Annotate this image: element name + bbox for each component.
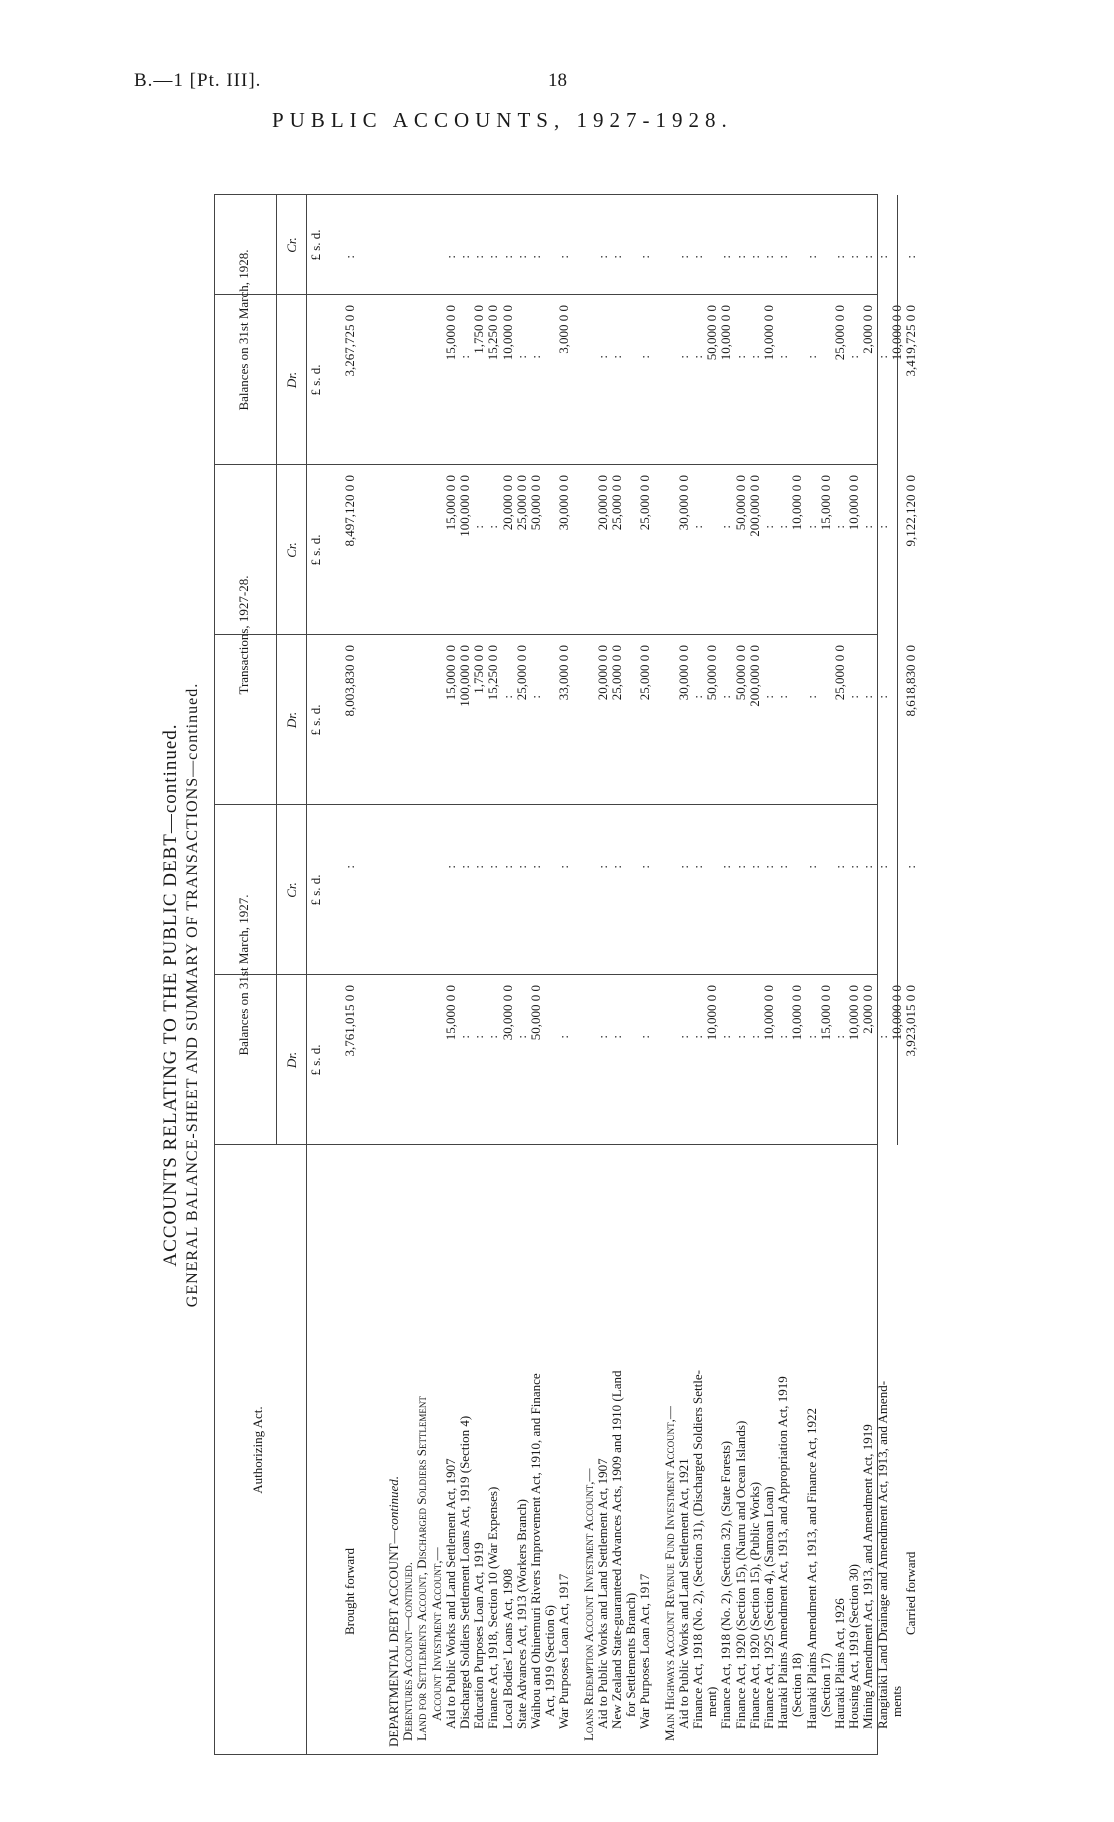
header-money-units: £ s. d. [308, 364, 323, 396]
amount-tdr: 15,000 0 0 [442, 645, 458, 701]
blank-dots: : [874, 355, 890, 359]
blank-dots: : [832, 255, 847, 259]
header-money-units: £ s. d. [308, 874, 323, 906]
blank-dots: : [594, 355, 610, 359]
amount-b27dr: 10,000 0 0 [888, 985, 904, 1041]
blank-dots: : [457, 865, 472, 869]
blank-dots: : [860, 525, 876, 529]
row-label: Aid to Public Works and Land Settlement Act, 1907 [442, 1458, 458, 1729]
blank-dots: : [732, 355, 748, 359]
amount-tcr: 100,000 0 0 [457, 475, 472, 537]
header-money-units: £ s. d. [308, 1044, 323, 1076]
blank-dots: : [513, 355, 529, 359]
row-label: Education Purposes Loan Act, 1919 [471, 1542, 487, 1729]
row-label: Discharged Soldiers Settlement Loans Act, 1919 (Section 4) [457, 1415, 472, 1729]
amount-tdr: 20,000 0 0 [594, 645, 610, 701]
amount-tdr: 8,618,830 0 0 [903, 645, 918, 717]
amount-tdr: 25,000 0 0 [832, 645, 847, 701]
blank-dots: : [775, 695, 791, 699]
table-top-rule [214, 195, 215, 1755]
blank-dots: : [718, 695, 734, 699]
row-label: ment) [704, 1686, 720, 1717]
row-label: (Section 18) [789, 1653, 805, 1717]
amount-b28dr: 3,267,725 0 0 [342, 305, 357, 377]
page-title: PUBLIC ACCOUNTS, 1927-1928. [272, 108, 733, 132]
header-balances-1927: Balances on 31st March, 1927. [236, 894, 251, 1056]
amount-tdr: 200,000 0 0 [746, 645, 762, 707]
blank-dots: : [690, 525, 705, 529]
sheet-subtitle: GENERAL BALANCE-SHEET AND SUMMARY OF TRANSACTIONS—continued. [184, 682, 201, 1308]
blank-dots: : [846, 695, 862, 699]
blank-dots: : [718, 255, 734, 259]
header-dr: Dr. [284, 1051, 299, 1069]
amount-tcr: 10,000 0 0 [846, 475, 862, 531]
blank-dots: : [903, 865, 918, 869]
blank-dots: : [471, 865, 487, 869]
row-label: Main Highways Account Revenue Fund Investment Account,— [661, 1406, 677, 1741]
blank-dots: : [528, 255, 543, 259]
amount-tdr: 1,750 0 0 [471, 645, 487, 694]
row-label: Finance Act, 1920 (Section 15), (Public Works) [746, 1481, 762, 1729]
amount-tcr: 200,000 0 0 [746, 475, 762, 537]
amount-tdr: 8,003,830 0 0 [342, 645, 357, 717]
amount-tcr: 15,000 0 0 [817, 475, 833, 531]
blank-dots: : [846, 865, 862, 869]
blank-dots: : [746, 355, 762, 359]
amount-b28dr: 10,000 0 0 [499, 305, 515, 361]
blank-dots: : [832, 865, 847, 869]
amount-b28dr: 50,000 0 0 [704, 305, 720, 361]
blank-dots: : [690, 355, 705, 359]
row-label: Account Investment Account,— [428, 1547, 444, 1721]
blank-dots: : [457, 355, 472, 359]
page-reference: B.—1 [Pt. III]. [134, 70, 262, 91]
blank-dots: : [485, 255, 501, 259]
blank-dots: : [637, 1035, 653, 1039]
amount-b27dr: 50,000 0 0 [528, 985, 543, 1041]
blank-dots: : [775, 1035, 791, 1039]
blank-dots: : [471, 525, 487, 529]
row-label: Debentures Account—continued. [400, 1561, 416, 1741]
blank-dots: : [609, 355, 624, 359]
row-label: Hauraki Plains Amendment Act, 1913, and Finance Act, 1922 [803, 1408, 819, 1729]
blank-dots: : [761, 255, 776, 259]
blank-dots: : [775, 525, 791, 529]
header-balances-1928: Balances on 31st March, 1928. [236, 249, 251, 411]
amount-b28dr: 3,000 0 0 [556, 305, 572, 354]
amount-tdr: 25,000 0 0 [637, 645, 653, 701]
blank-dots: : [594, 865, 610, 869]
blank-dots: : [732, 865, 748, 869]
blank-dots: : [556, 255, 572, 259]
blank-dots: : [528, 695, 543, 699]
blank-dots: : [556, 865, 572, 869]
blank-dots: : [499, 255, 515, 259]
amount-tdr: 33,000 0 0 [556, 645, 572, 701]
header-money-units: £ s. d. [308, 704, 323, 736]
rotated-balance-sheet [160, 175, 918, 1815]
blank-dots: : [457, 1035, 472, 1039]
row-label: Aid to Public Works and Land Settlement Act, 1921 [675, 1458, 691, 1729]
row-label: Hauraki Plains Amendment Act, 1913, and Appropriation Act, 1919 [775, 1376, 791, 1729]
amount-b27dr: 15,000 0 0 [442, 985, 458, 1041]
amount-b28dr: 15,250 0 0 [485, 305, 501, 361]
sheet-title: ACCOUNTS RELATING TO THE PUBLIC DEBT—continued. [160, 723, 181, 1267]
blank-dots: : [675, 355, 691, 359]
blank-dots: : [609, 1035, 624, 1039]
blank-dots: : [903, 255, 918, 259]
blank-dots: : [732, 1035, 748, 1039]
blank-dots: : [761, 865, 776, 869]
blank-dots: : [499, 865, 515, 869]
blank-dots: : [499, 695, 515, 699]
amount-tdr: 15,250 0 0 [485, 645, 501, 701]
amount-b27dr: 10,000 0 0 [789, 985, 805, 1041]
row-label: DEPARTMENTAL DEBT ACCOUNT—continued. [386, 1475, 401, 1747]
amount-b28dr: 2,000 0 0 [860, 305, 876, 354]
amount-b28dr: 3,419,725 0 0 [903, 305, 918, 377]
blank-dots: : [746, 255, 762, 259]
blank-dots: : [528, 355, 543, 359]
row-label: (Section 17) [817, 1653, 833, 1717]
amount-tdr: 100,000 0 0 [457, 645, 472, 707]
header-dr: Dr. [284, 371, 299, 389]
amount-tcr: 30,000 0 0 [556, 475, 572, 531]
row-label: Rangitaiki Land Drainage and Amendment Act, 1913, and Amend- [874, 1380, 890, 1729]
blank-dots: : [457, 255, 472, 259]
row-label: Finance Act, 1918 (No. 2), (Section 32), (State Forests) [718, 1440, 734, 1729]
blank-dots: : [513, 1035, 529, 1039]
row-label: New Zealand State-guaranteed Advances Acts, 1909 and 1910 (Land [609, 1370, 624, 1729]
blank-dots: : [342, 255, 357, 259]
blank-dots: : [594, 255, 610, 259]
blank-dots: : [761, 695, 776, 699]
row-label: ments [888, 1685, 904, 1717]
blank-dots: : [718, 1035, 734, 1039]
blank-dots: : [775, 255, 791, 259]
blank-dots: : [637, 255, 653, 259]
blank-dots: : [874, 525, 890, 529]
blank-dots: : [513, 255, 529, 259]
row-label: War Purposes Loan Act, 1917 [556, 1573, 572, 1729]
blank-dots: : [775, 355, 791, 359]
blank-dots: : [732, 255, 748, 259]
amount-tdr: 25,000 0 0 [513, 645, 529, 701]
header-dr: Dr. [284, 711, 299, 729]
blank-dots: : [874, 255, 890, 259]
blank-dots: : [803, 255, 819, 259]
amount-tcr: 15,000 0 0 [442, 475, 458, 531]
blank-dots: : [860, 865, 876, 869]
amount-b28dr: 15,000 0 0 [442, 305, 458, 361]
amount-b28dr: 1,750 0 0 [471, 305, 487, 354]
balance-table [214, 195, 918, 1755]
amount-tdr: 25,000 0 0 [609, 645, 624, 701]
header-cr: Cr. [284, 882, 299, 898]
amount-b27dr: 10,000 0 0 [846, 985, 862, 1041]
blank-dots: : [775, 865, 791, 869]
blank-dots: : [675, 1035, 691, 1039]
amount-tcr: 10,000 0 0 [789, 475, 805, 531]
row-label: Finance Act, 1920 (Section 15), (Nauru and Ocean Islands) [732, 1420, 748, 1729]
amount-tcr: 30,000 0 0 [675, 475, 691, 531]
blank-dots: : [609, 865, 624, 869]
blank-dots: : [690, 255, 705, 259]
blank-dots: : [342, 865, 357, 869]
blank-dots: : [556, 1035, 572, 1039]
blank-dots: : [874, 1035, 890, 1039]
amount-tcr: 25,000 0 0 [513, 475, 529, 531]
row-label: Act, 1919 (Section 6) [542, 1605, 558, 1717]
blank-dots: : [637, 865, 653, 869]
blank-dots: : [874, 865, 890, 869]
blank-dots: : [690, 695, 705, 699]
blank-dots: : [874, 695, 890, 699]
blank-dots: : [442, 255, 458, 259]
blank-dots: : [860, 255, 876, 259]
column-rule-0 [214, 1754, 878, 1755]
amount-b27dr: 15,000 0 0 [817, 985, 833, 1041]
blank-dots: : [718, 865, 734, 869]
row-label: Hauraki Plains Act, 1926 [832, 1598, 847, 1729]
amount-b28dr: 10,000 0 0 [761, 305, 776, 361]
blank-dots: : [803, 695, 819, 699]
header-money-units: £ s. d. [308, 229, 323, 261]
blank-dots: : [442, 865, 458, 869]
page-number: 18 [548, 70, 567, 91]
row-label: Brought forward [342, 1547, 357, 1635]
total-rule [897, 195, 898, 1145]
amount-b27dr: 30,000 0 0 [499, 985, 515, 1041]
amount-tcr: 50,000 0 0 [732, 475, 748, 531]
amount-tcr: 25,000 0 0 [637, 475, 653, 531]
header-cr: Cr. [284, 542, 299, 558]
row-label: Finance Act, 1918 (No. 2), (Section 31), (Discharged Soldiers Settle- [690, 1370, 705, 1729]
row-label: Land for Settlements Account, Discharged Soldiers Settlement [414, 1396, 430, 1741]
amount-tdr: 50,000 0 0 [732, 645, 748, 701]
blank-dots: : [803, 525, 819, 529]
header-rule-2 [306, 195, 307, 1755]
blank-dots: : [860, 695, 876, 699]
row-label: State Advances Act, 1913 (Workers Branch) [513, 1498, 529, 1729]
blank-dots: : [746, 1035, 762, 1039]
amount-tcr: 50,000 0 0 [528, 475, 543, 531]
blank-dots: : [746, 865, 762, 869]
blank-dots: : [803, 865, 819, 869]
amount-b27dr: 10,000 0 0 [704, 985, 720, 1041]
amount-b28dr: 10,000 0 0 [718, 305, 734, 361]
row-label: Aid to Public Works and Land Settlement Act, 1907 [594, 1458, 610, 1729]
blank-dots: : [594, 1035, 610, 1039]
blank-dots: : [485, 865, 501, 869]
amount-tcr: 20,000 0 0 [594, 475, 610, 531]
blank-dots: : [513, 865, 529, 869]
blank-dots: : [718, 525, 734, 529]
amount-tdr: 30,000 0 0 [675, 645, 691, 701]
amount-tcr: 20,000 0 0 [499, 475, 515, 531]
blank-dots: : [690, 865, 705, 869]
header-rule-1 [276, 195, 277, 1145]
header-transactions: Transactions, 1927-28. [236, 575, 251, 695]
blank-dots: : [485, 1035, 501, 1039]
row-label: Finance Act, 1918, Section 10 (War Expenses) [485, 1486, 501, 1729]
amount-tcr: 25,000 0 0 [609, 475, 624, 531]
row-label: Mining Amendment Act, 1913, and Amendment Act, 1919 [860, 1424, 876, 1729]
amount-b27dr: 2,000 0 0 [860, 985, 876, 1034]
total-row-label: Carried forward [903, 1551, 918, 1635]
row-label: for Settlements Branch) [623, 1592, 639, 1717]
row-label: Housing Act, 1919 (Section 30) [846, 1563, 862, 1729]
blank-dots: : [803, 1035, 819, 1039]
blank-dots: : [485, 525, 501, 529]
row-label: Local Bodies' Loans Act, 1908 [499, 1568, 515, 1729]
row-label: Finance Act, 1925 (Section 4), (Samoan Loan) [761, 1486, 776, 1729]
amount-tdr: 50,000 0 0 [704, 645, 720, 701]
blank-dots: : [675, 255, 691, 259]
blank-dots: : [832, 525, 847, 529]
blank-dots: : [471, 1035, 487, 1039]
blank-dots: : [846, 255, 862, 259]
header-money-units: £ s. d. [308, 534, 323, 566]
row-label: Waihou and Ohinemuri Rivers Improvement Act, 1910, and Finance [528, 1373, 543, 1729]
blank-dots: : [832, 1035, 847, 1039]
header-authorizing-act: Authorizing Act. [250, 1406, 265, 1494]
blank-dots: : [803, 355, 819, 359]
amount-tcr: 8,497,120 0 0 [342, 475, 357, 547]
blank-dots: : [761, 525, 776, 529]
blank-dots: : [846, 355, 862, 359]
row-label: Loans Redemption Account Investment Account,— [580, 1468, 596, 1741]
blank-dots: : [609, 255, 624, 259]
header-cr: Cr. [284, 237, 299, 253]
blank-dots: : [637, 355, 653, 359]
amount-b27dr: 10,000 0 0 [761, 985, 776, 1041]
blank-dots: : [471, 255, 487, 259]
blank-dots: : [675, 865, 691, 869]
amount-b27dr: 3,761,015 0 0 [342, 985, 357, 1057]
blank-dots: : [528, 865, 543, 869]
amount-b28dr: 10,000 0 0 [888, 305, 904, 361]
blank-dots: : [690, 1035, 705, 1039]
amount-b27dr: 3,923,015 0 0 [903, 985, 918, 1057]
row-label: War Purposes Loan Act, 1917 [637, 1573, 653, 1729]
amount-tcr: 9,122,120 0 0 [903, 475, 918, 547]
amount-b28dr: 25,000 0 0 [832, 305, 847, 361]
